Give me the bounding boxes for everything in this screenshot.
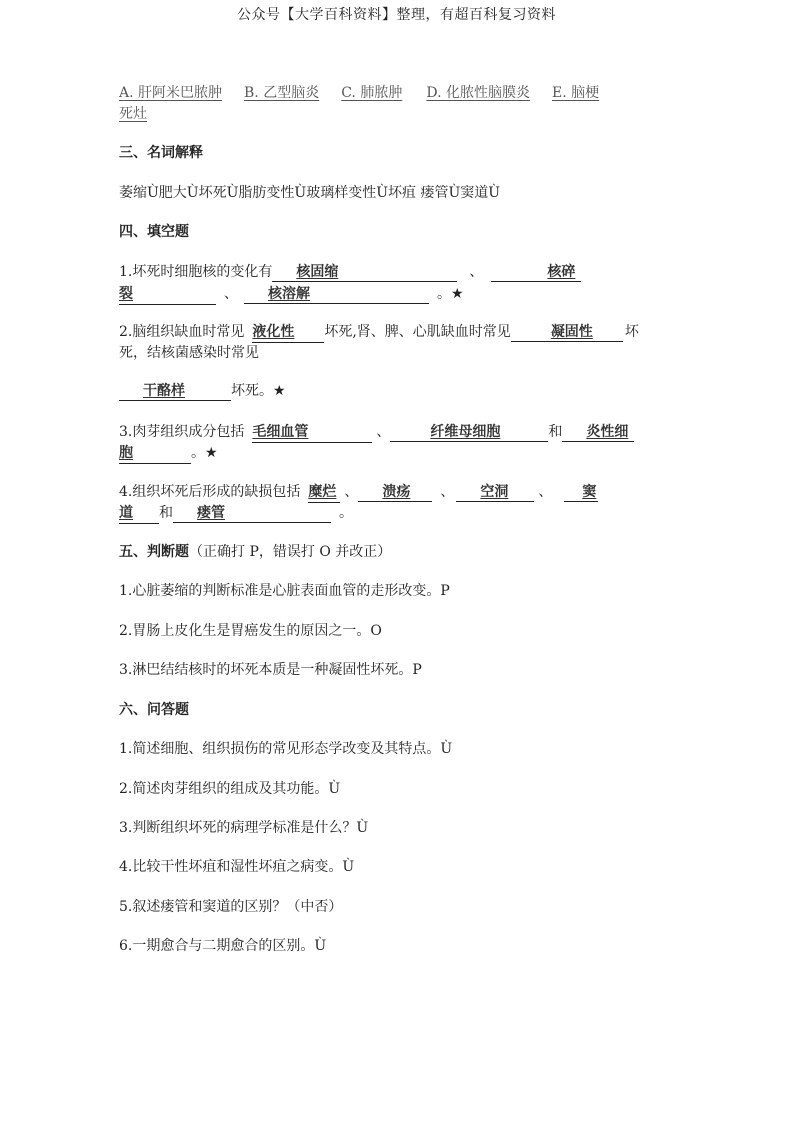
blank-answer: 干酪样 — [119, 382, 231, 401]
section-title-terms: 三、名词解释 — [119, 145, 203, 161]
fill-question-1-line-1: 1.坏死时细胞核的变化有 核固缩 、 核碎 — [119, 262, 581, 282]
question-item: 5.叙述瘘管和窦道的区别？（中否） — [119, 899, 343, 915]
fill-question-3-line-2: 胞 。★ — [119, 443, 218, 464]
option-a: A. 肝阿米巴脓肿 — [119, 85, 223, 101]
judgment-item: 3.淋巴结结核时的坏死本质是一种凝固性坏死。P — [119, 662, 422, 678]
judgment-item: 1.心脏萎缩的判断标准是心脏表面血管的走形改变。P — [119, 583, 450, 599]
fill-question-3-line-1: 3.肉芽组织成分包括 毛细血管 、 纤维母细胞 和 炎性细 — [119, 422, 634, 443]
answer-options — [119, 83, 599, 103]
option-d: D. 化脓性脑膜炎 — [426, 85, 530, 101]
option-b: B. 乙型脑炎 — [244, 85, 320, 101]
question-item: 3.判断组织坏死的病理学标准是什么？Ù — [119, 820, 369, 836]
section-title-true-false: 五、判断题（正确打 P，错误打 O 并改正） — [119, 544, 392, 560]
star-icon: ★ — [451, 286, 464, 302]
option-c: C. 肺脓肿 — [341, 85, 403, 101]
blank-answer: 空洞 — [456, 483, 534, 502]
fill-question-2-line-2: 死，结核菌感染时常见 — [119, 345, 259, 361]
blank-answer: 纤维母细胞 — [390, 423, 548, 442]
blank-answer: 胞 — [119, 444, 191, 464]
blank-answer: 裂 — [119, 285, 216, 305]
question-item: 6.一期愈合与二期愈合的区别。Ù — [119, 938, 327, 954]
blank-answer: 瘘管 — [173, 504, 331, 523]
blank-answer: 窦 — [564, 483, 598, 502]
page-header: 公众号【大学百科资料】整理，有超百科复习资料 — [237, 7, 556, 23]
question-item: 2.简述肉芽组织的组成及其功能。Ù — [119, 781, 341, 797]
blank-answer: 溃疡 — [358, 483, 432, 502]
star-icon: ★ — [273, 383, 286, 399]
fill-question-4-line-2: 道 和 瘘管 。 — [119, 503, 353, 524]
blank-answer: 核固缩 — [272, 263, 457, 282]
blank-answer: 凝固性 — [511, 323, 623, 342]
fill-question-2-line-1: 2.脑组织缺血时常见 液化性 坏死,肾、脾、心肌缺血时常见 凝固性 坏 — [119, 322, 639, 343]
fill-question-1-line-2: 裂 、 核溶解 。★ — [119, 284, 464, 305]
option-e-continued: 死灶 — [119, 106, 147, 122]
fill-question-2-line-3: 干酪样 坏死。★ — [119, 381, 286, 401]
blank-answer: 道 — [119, 504, 159, 524]
section-note: （正确打 P，错误打 O 并改正） — [189, 544, 392, 560]
question-item: 1.简述细胞、组织损伤的常见形态学改变及其特点。Ù — [119, 741, 453, 757]
blank-answer: 核溶解 — [244, 285, 429, 304]
blank-answer: 炎性细 — [562, 423, 634, 442]
blank-answer: 液化性 — [252, 323, 324, 343]
question-item: 4.比较干性坏疽和湿性坏疽之病变。Ù — [119, 859, 355, 875]
fill-question-4-line-1: 4.组织坏死后形成的缺损包括 糜烂 、 溃疡 、 空洞 、 窦 — [119, 482, 598, 503]
option-e: E. 脑梗 — [551, 85, 600, 101]
star-icon: ★ — [205, 445, 218, 461]
section-title-fill-blank: 四、填空题 — [119, 224, 189, 240]
blank-answer: 核碎 — [491, 263, 581, 282]
terms-list: 萎缩Ù肥大Ù坏死Ù脂肪变性Ù玻璃样变性Ù坏疽 瘘管Ù窦道Ù — [119, 185, 501, 201]
blank-answer: 糜烂 — [308, 483, 340, 503]
judgment-item: 2.胃肠上皮化生是胃癌发生的原因之一。O — [119, 623, 382, 639]
blank-answer: 毛细血管 — [252, 423, 372, 443]
section-title-questions: 六、问答题 — [119, 702, 189, 718]
